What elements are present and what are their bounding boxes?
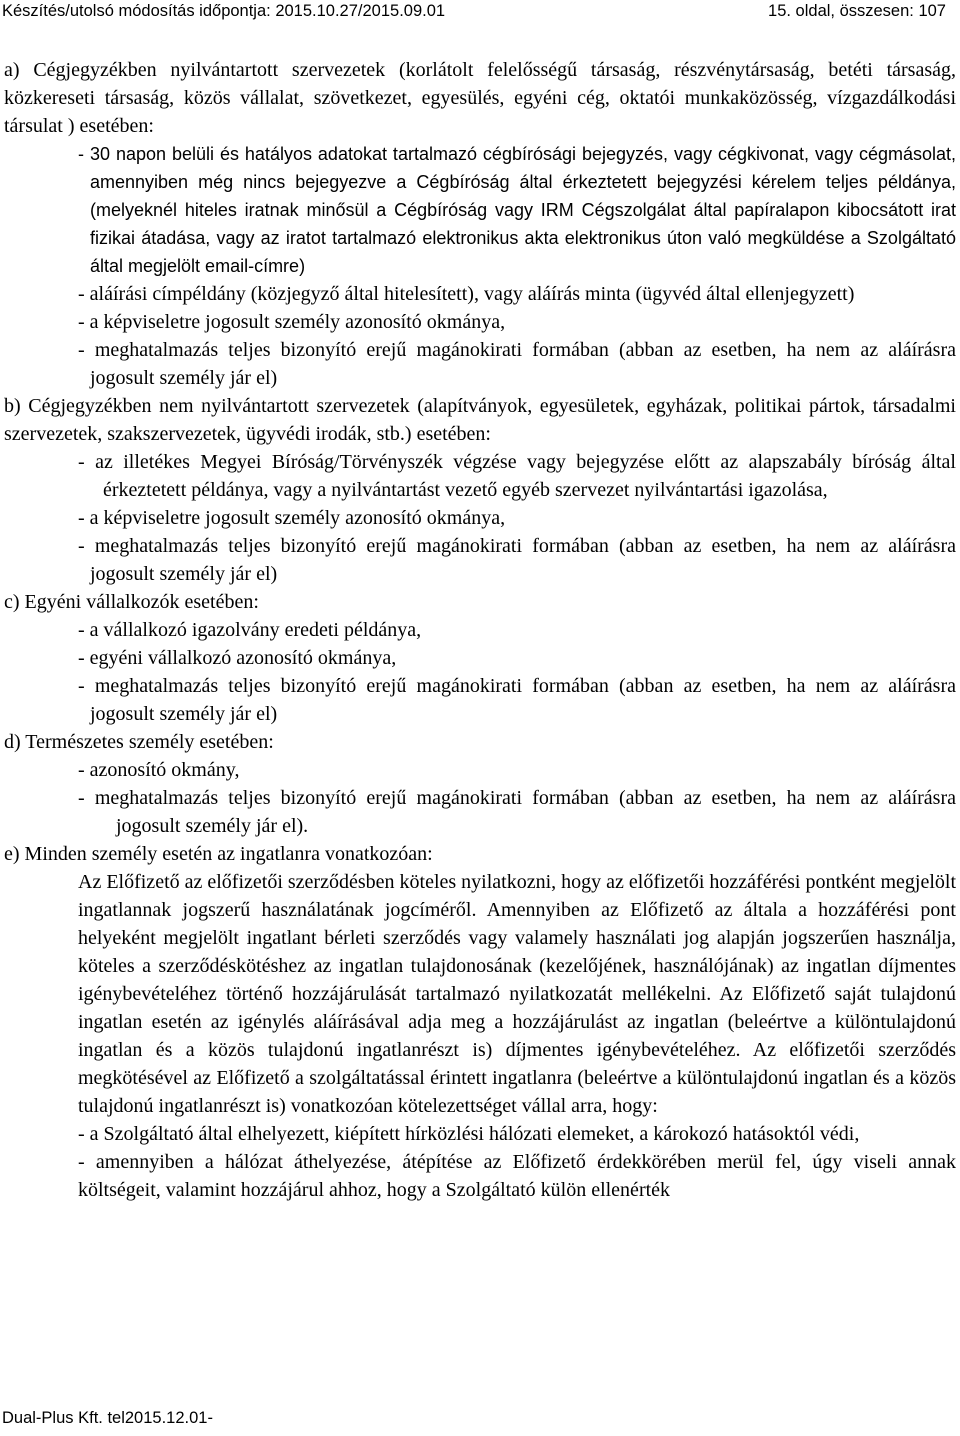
section-a-lead: a) Cégjegyzékben nyilvántartott szervezetek (korlátolt felelősségű társaság, részvénytársaság, betéti társaság, közkereseti társaság, közös vállalat, szövetkezet, egyesülés, egyéni cég, oktatói munkaközösség, vízgazdálkodási társulat ) esetében:	[4, 59, 956, 137]
header-timestamp: Készítés/utolsó módosítás időpontja: 2015.10.27/2015.09.01	[2, 2, 446, 20]
section-e-paragraph: Az Előfizető az előfizetői szerződésben köteles nyilatkozni, hogy az előfizetői hozzáférési pontként megjelölt ingatlannak jogszerű használatának jogcíméről. Amennyiben az Előfizető az általa a hozzáférési pont helyeként megjelölt ingatlant bérleti szerződés vagy valamely használati jog alapján jogszerűen használja, köteles a szerződéskötéshez az ingatlan tulajdonosának (kezelőjének, használójának) az ingatlan díjmentes igénybevételéhez történő hozzájárulását tartalmazó nyilatkozatát mellékelni. Az Előfizető saját tulajdonú ingatlan esetén az igénylés aláírásával adja meg a hozzájárulást az ingatlan (beleértve a különtulajdonú ingatlan és a közös tulajdonú ingatlanrészt is) díjmentes igénybevételéhez. Az előfizetői szerződés megkötésével az Előfizető a szolgáltatással érintett ingatlanra (beleértve a különtulajdonú ingatlan és a közös tulajdonú ingatlanrészt is) vonatkozóan kötelezettséget vállal arra, hogy:	[78, 871, 956, 1117]
section-e-lead: e) Minden személy esetén az ingatlanra vonatkozóan:	[4, 843, 433, 865]
section-c-item-2: - egyéni vállalkozó azonosító okmánya,	[78, 647, 397, 669]
section-d-lead: d) Természetes személy esetében:	[4, 731, 274, 753]
section-e-item-1: - a Szolgáltató által elhelyezett, kiépített hírközlési hálózati elemeket, a károkozó hatásoktól védi,	[78, 1123, 860, 1145]
document-body	[4, 56, 956, 1204]
section-a-item-3: - a képviseletre jogosult személy azonosító okmánya,	[78, 311, 506, 333]
page-footer: Dual-Plus Kft. tel2015.12.01-	[2, 1409, 213, 1427]
section-b-item-3: - meghatalmazás teljes bizonyító erejű magánokirati formában (abban az esetben, ha nem az aláírásra jogosult személy jár el)	[78, 535, 956, 585]
section-b-lead: b) Cégjegyzékben nem nyilvántartott szervezetek (alapítványok, egyesületek, egyházak, politikai pártok, társadalmi szervezetek, szakszervezetek, ügyvédi irodák, stb.) esetében:	[4, 395, 956, 445]
section-d-item-2: - meghatalmazás teljes bizonyító erejű magánokirati formában (abban az esetben, ha nem az aláírásra jogosult személy jár el).	[78, 787, 956, 837]
section-a-item-2: - aláírási címpéldány (közjegyző által hitelesített), vagy aláírás minta (ügyvéd által ellenjegyzett)	[78, 283, 855, 305]
page-header	[0, 0, 960, 26]
section-a-item-1: - 30 napon belüli és hatályos adatokat tartalmazó cégbírósági bejegyzés, vagy cégkivonat, vagy cégmásolat, amennyiben még nincs bejegyezve a Cégbíróság által érkeztetett bejegyzési kérelem teljes példánya, (melyeknél hiteles iratnak minősül a Cégbíróság vagy IRM Cégszolgálat által papíralapon kibocsátott irat fizikai átadása, vagy az iratot tartalmazó elektronikus akta elektronikus úton való megküldése a Szolgáltató által megjelölt email-címre)	[78, 144, 956, 276]
section-c-lead: c) Egyéni vállalkozók esetében:	[4, 591, 259, 613]
section-c-item-3: - meghatalmazás teljes bizonyító erejű magánokirati formában (abban az esetben, ha nem az aláírásra jogosult személy jár el)	[78, 675, 956, 725]
section-c-item-1: - a vállalkozó igazolvány eredeti példánya,	[78, 619, 422, 641]
section-e-item-2: - amennyiben a hálózat áthelyezése, átépítése az Előfizető érdekkörében merül fel, úgy viseli annak költségeit, valamint hozzájárul ahhoz, hogy a Szolgáltató külön ellenérték	[78, 1151, 956, 1201]
section-b-item-1: - az illetékes Megyei Bíróság/Törvényszék végzése vagy bejegyzése előtt az alapszabály bíróság által érkeztetett példánya, vagy a nyilvántartást vezető egyéb szervezet nyilvántartási igazolása,	[78, 451, 956, 501]
section-a-item-4: - meghatalmazás teljes bizonyító erejű magánokirati formában (abban az esetben, ha nem az aláírásra jogosult személy jár el)	[78, 339, 956, 389]
header-page-count: 15. oldal, összesen: 107	[768, 2, 946, 20]
section-b-item-2: - a képviseletre jogosult személy azonosító okmánya,	[78, 507, 506, 529]
section-d-item-1: - azonosító okmány,	[78, 759, 240, 781]
